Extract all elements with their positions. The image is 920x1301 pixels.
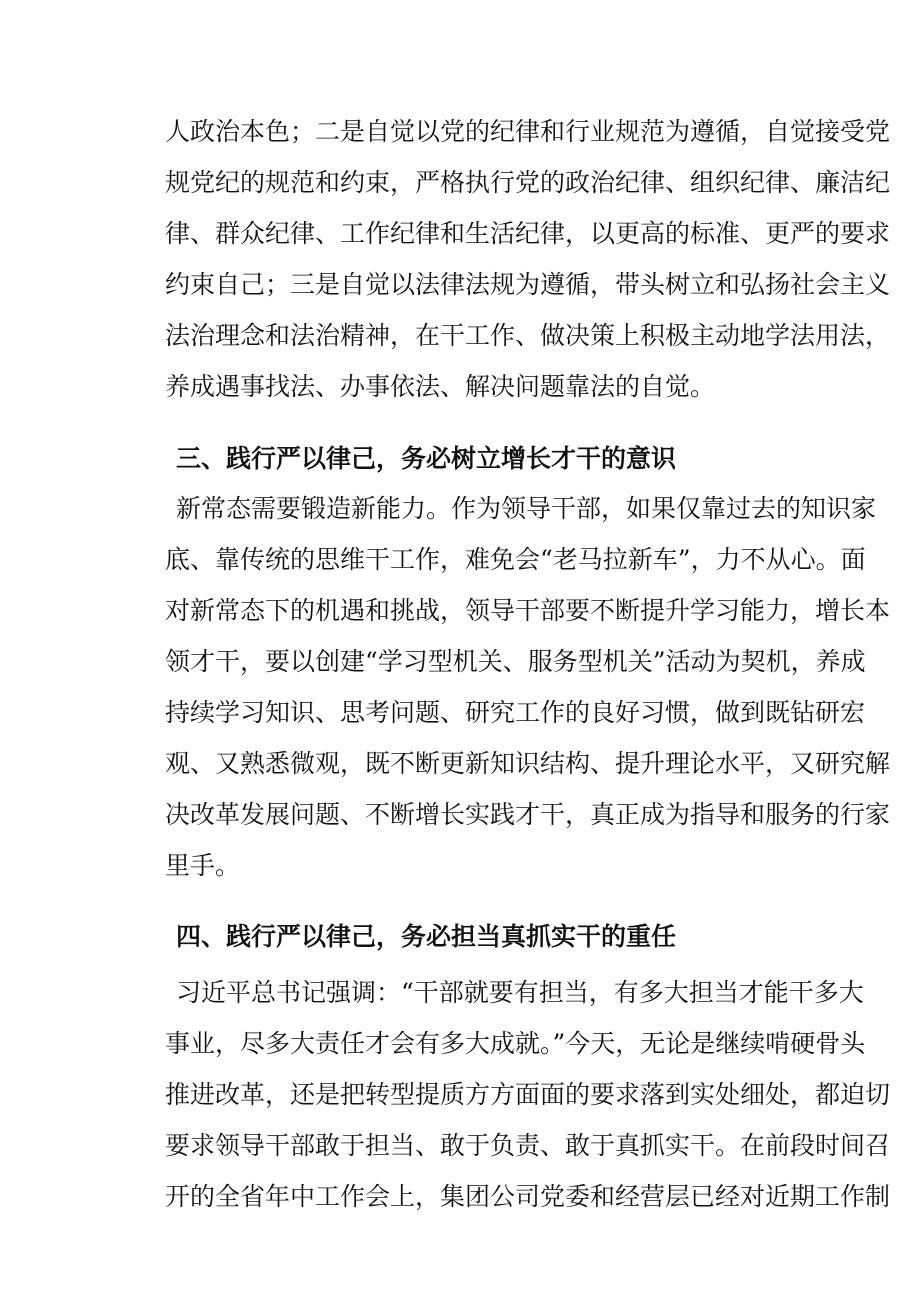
paragraph-line: 习近平总书记强调：“干部就要有担当，有多大担当才能干多大	[176, 978, 864, 1007]
paragraph-line: 人政治本色；二是自觉以党的纪律和行业规范为遵循，自觉接受党	[165, 117, 891, 146]
paragraph-line: 底、靠传统的思维干工作，难免会“老马拉新车”，力不从心。面	[165, 545, 866, 574]
paragraph-line: 律、群众纪律、工作纪律和生活纪律，以更高的标准、更严的要求	[165, 219, 891, 248]
paragraph-line: 要求领导干部敢于担当、敢于负责、敢于真抓实干。在前段时间召	[165, 1131, 891, 1160]
paragraph-line: 约束自己；三是自觉以法律法规为遵循，带头树立和弘扬社会主义	[165, 270, 891, 299]
paragraph-line: 决改革发展问题、不断增长实践才干，真正成为指导和服务的行家	[165, 800, 891, 829]
paragraph-line: 观、又熟悉微观，既不断更新知识结构、提升理论水平，又研究解	[165, 749, 891, 778]
paragraph-line: 持续学习知识、思考问题、研究工作的良好习惯，做到既钻研宏	[165, 698, 866, 727]
paragraph-line: 领才干，要以创建“学习型机关、服务型机关”活动为契机，养成	[165, 647, 866, 676]
paragraph-line: 新常态需要锻造新能力。作为领导干部，如果仅靠过去的知识家	[176, 494, 877, 523]
section-heading-4: 四、践行严以律己，务必担当真抓实干的重任	[176, 922, 677, 951]
paragraph-line: 养成遇事找法、办事依法、解决问题靠法的自觉。	[165, 372, 716, 401]
paragraph-line: 事业，尽多大责任才会有多大成就。”今天，无论是继续啃硬骨头	[165, 1029, 866, 1058]
paragraph-line: 推进改革，还是把转型提质方方面面的要求落到实处细处，都迫切	[165, 1080, 891, 1109]
paragraph-line: 开的全省年中工作会上，集团公司党委和经营层已经对近期工作制	[165, 1182, 891, 1211]
section-heading-3: 三、践行严以律己，务必树立增长才干的意识	[176, 444, 677, 473]
paragraph-line: 法治理念和法治精神，在干工作、做决策上积极主动地学法用法，	[165, 321, 891, 350]
paragraph-line: 规党纪的规范和约束，严格执行党的政治纪律、组织纪律、廉洁纪	[165, 168, 891, 197]
paragraph-line: 里手。	[165, 851, 241, 880]
paragraph-line: 对新常态下的机遇和挑战，领导干部要不断提升学习能力，增长本	[165, 596, 891, 625]
